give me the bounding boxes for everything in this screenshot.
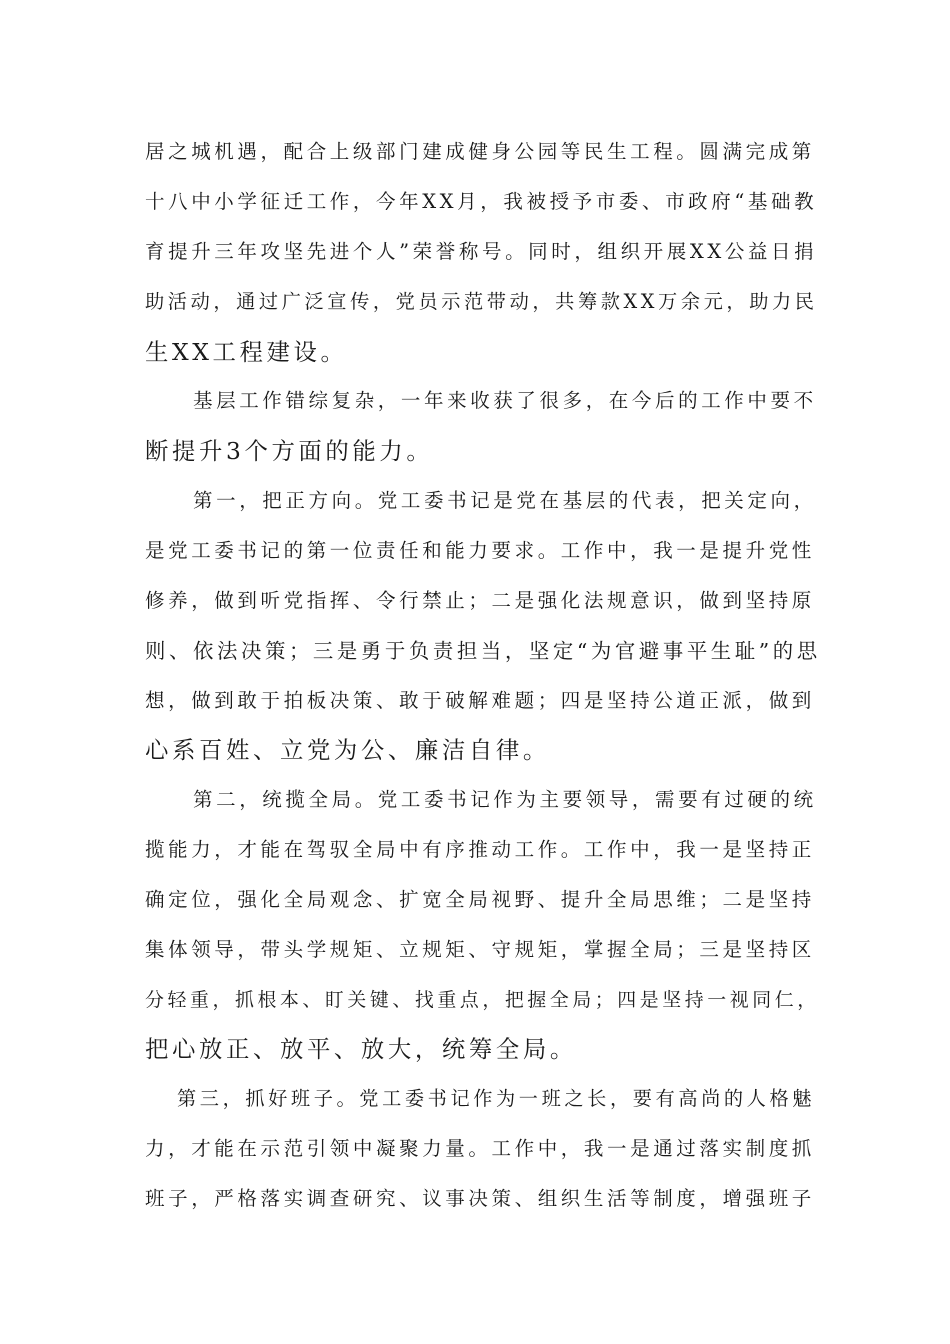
text-line: 助活动，通过广泛宣传，党员示范带动，共筹款XX万余元，助力民: [145, 290, 818, 313]
text-line: 班子，严格落实调查研究、议事决策、组织生活等制度，增强班子: [145, 1187, 815, 1210]
text-line: 分轻重，抓根本、盯关键、找重点，把握全局；四是坚持一视同仁，: [145, 989, 820, 1011]
text-line: 第三，抓好班子。党工委书记作为一班之长，要有高尚的人格魅: [177, 1087, 816, 1110]
text-line: 第二，统揽全局。党工委书记作为主要领导，需要有过硬的统: [193, 788, 817, 811]
text-line: 则、依法决策；三是勇于负责担当，坚定“为官避事平生耻”的思: [145, 639, 821, 663]
text-line: 集体领导，带头学规矩、立规矩、守规矩，掌握全局；三是坚持区: [145, 938, 815, 961]
text-line: 把心放正、放平、放大，统筹全局。: [145, 1035, 577, 1063]
text-line: 确定位，强化全局观念、扩宽全局视野、提升全局思维；二是坚持: [145, 888, 815, 911]
text-line: 基层工作错综复杂，一年来收获了很多，在今后的工作中要不: [193, 389, 817, 412]
text-line: 第一，把正方向。党工委书记是党在基层的代表，把关定向，: [193, 489, 817, 512]
text-line: 修养，做到听党指挥、令行禁止；二是强化法规意识，做到坚持原: [145, 589, 815, 612]
text-line: 十八中小学征迁工作，今年XX月，我被授予市委、市政府“基础教: [145, 190, 818, 213]
text-line: 生XX工程建设。: [145, 338, 348, 366]
text-line: 心系百姓、立党为公、廉洁自律。: [145, 736, 550, 764]
text-line: 力，才能在示范引领中凝聚力量。工作中，我一是通过落实制度抓: [145, 1137, 815, 1160]
text-line: 想，做到敢于拍板决策、敢于破解难题；四是坚持公道正派，做到: [145, 689, 815, 712]
text-line: 居之城机遇，配合上级部门建成健身公园等民生工程。圆满完成第: [145, 140, 815, 163]
text-line: 育提升三年攻坚先进个人”荣誉称号。同时，组织开展XX公益日捐: [145, 240, 818, 263]
text-line: 断提升3个方面的能力。: [145, 437, 434, 465]
text-line: 揽能力，才能在驾驭全局中有序推动工作。工作中，我一是坚持正: [145, 838, 815, 861]
text-line: 是党工委书记的第一位责任和能力要求。工作中，我一是提升党性: [145, 539, 815, 562]
